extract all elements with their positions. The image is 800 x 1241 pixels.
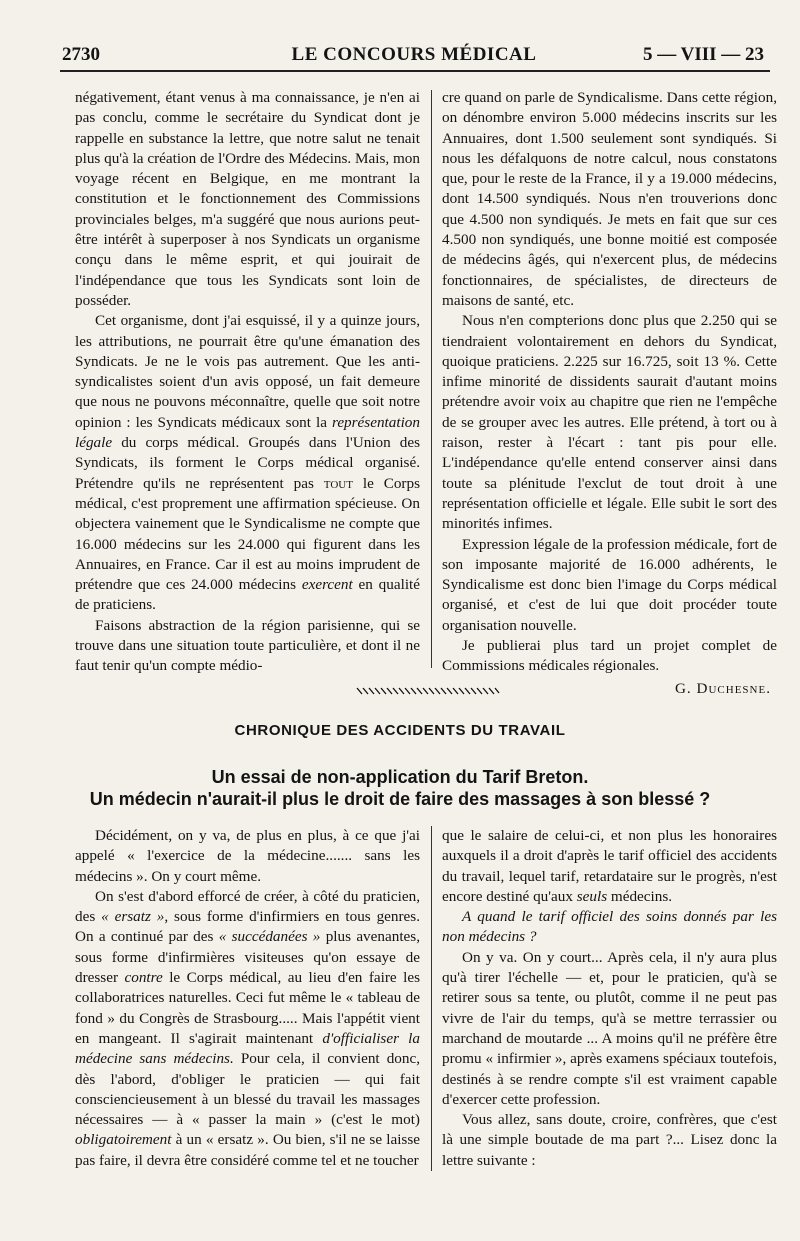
column-divider — [431, 90, 432, 668]
page-number: 2730 — [62, 44, 100, 65]
article1-right-column — [442, 88, 777, 699]
paragraph: Décidément, on y va, de plus en plus, à ce que j'ai appelé « l'exercice de la médecine....... sans les médecins ». On y court même. — [75, 827, 420, 885]
paragraph: On s'est d'abord efforcé de créer, à côté du praticien, des « ersatz », sous forme d'infirmiers en tous genres. On a continué par des « succédanées » plus avenantes, sous forme d'infirmières visiteuses qu'on essaye de dresser contre le Corps médical, au lieu d'en faire les collaboratrices naturelles. Ceci fut même le « tableau de fond » du Congrès de Strasbourg..... Mais l'appétit vient en mangeant. Il s'agirait maintenant d'officialiser la médecine sans médecins. Pour cela, il convient donc, dès l'abord, d'obliger le praticien — qui fait consciencieusement à un blessé du travail les massages nécessaires — à « passer la main » (c'est le mot) obligatoirement à un « ersatz ». Ou bien, s'il ne se laisse pas faire, il devra être considéré comme tel et ne toucher — [75, 887, 421, 1169]
paragraph: négativement, étant venus à ma connaissance, je n'en ai pas conclu, comme le secrétaire du Syndicat dont je rappelle en substance la lettre, que notre salut ne tenait plus qu'à la création de l'Ordre des Médecins. Mais, mon voyage récent en Belgique, en me montrant la constitution et le fonctionnement des Commissions provinciales belges, m'a suggéré que nous aurions peut-être intérêt à superposer à nos Syndicats un organisme conçu dans le même esprit, et qui jouirait de l'indépendance que tous les Syndicats sont loin de posséder. — [75, 89, 420, 309]
article-headline — [0, 766, 800, 810]
paragraph: Expression légale de la profession médicale, fort de son imposante majorité de 16.000 adhérents, le Syndicalisme est donc bien l'image du Corps médical organisé, et c'est de lui que doit procéder toute organisation nouvelle. — [442, 535, 777, 634]
paragraph: Nous n'en compterions donc plus que 2.250 qui se tiendraient volontairement en dehors du Syndicat, quoique praticiens. 2.225 sur 16.725, soit 13 %. Cette infime minorité de dissidents saurait d'autant moins prétendre avoir voix au chapitre que rien ne l'empêche de se grouper avec les autres. Elle prétend, à tort ou à raison, rester à l'écart : tant pis pour elle. L'indépendance qu'elle entend conserver ainsi dans toute sa plénitude l'exclut de tout droit à une représentation officielle et légale. Elle subit le sort des minorités infimes. — [442, 312, 777, 533]
paragraph: On y va. On y court... Après cela, il n'y aura plus qu'à tirer l'échelle — et, pour le praticien, qu'à se retirer sous sa tente, ou plutôt, comme il ne peut pas vivre de l'air du temps, qu'à se mettre terrassier ou marchand de moutarde ... A moins qu'il ne préfère être promu « infirmier », après examens spéciaux toutefois, destinés à se rendre compte s'il est vraiment capable d'exercer cette profession. — [442, 948, 777, 1108]
ornament-divider — [355, 687, 500, 695]
column-divider — [431, 826, 432, 1171]
paragraph: Cet organisme, dont j'ai esquissé, il y a quinze jours, les attributions, ne pourrait être qu'une émanation des Syndicats. Je ne le vois pas autrement. Que les anti-syndicalistes soient d'un avis opposé, un fait demeure que nous ne pouvons méconnaître, quelle que soit notre opinion : les Syndicats médicaux sont la représentation légale du corps médical. Groupés dans l'Union des Syndicats, ils forment le Corps médical organisé. Prétendre qu'ils ne représentent pas tout le Corps médical, c'est proprement une affirmation spécieuse. On objectera vainement que le Syndicalisme ne compte que 16.000 médecins sur les 24.000 qui figurent dans les Annuaires, en France. Car il est au moins imprudent de prétendre que ces 24.000 médecins exercent en qualité de praticiens. — [75, 312, 421, 614]
author-signature: G. Duchesne. — [674, 679, 771, 697]
header-rule — [60, 70, 770, 72]
journal-title: LE CONCOURS MÉDICAL — [291, 44, 537, 65]
running-header — [58, 44, 770, 68]
paragraph: cre quand on parle de Syndicalisme. Dans cette région, on dénombre environ 5.000 médecins inscrits sur les Annuaires, dont 1.500 seulement sont syndiqués. Si nous les défalquons de notre calcul, nous constatons que, pour le reste de la France, il y a 19.000 médecins, dont 14.500 syndiqués. Nous n'en trouverions donc que 4.500 non syndiqués. Je mets en fait que sur ces 4.500 non syndiqués, une bonne moitié est composée de médecins âgés, qui n'exercent plus, de médecins fonctionnaires, de spécialistes, de directeurs de maisons de santé, etc. — [442, 89, 777, 309]
article2-right-column — [442, 826, 777, 1171]
headline-line-2: Un médecin n'aurait-il plus le droit de faire des massages à son blessé ? — [89, 789, 711, 809]
article1-left-column — [75, 88, 420, 677]
paragraph: que le salaire de celui-ci, et non plus les honoraires auxquels il a droit d'après le tarif officiel des accidents du travail, lequel tarif, retardataire sur le progrès, n'est encore destiné qu'aux seuls médecins. — [442, 827, 777, 905]
paragraph: Faisons abstraction de la région parisienne, qui se trouve dans une situation toute particulière, et dont il ne faut tenir qu'un compte médio- — [75, 616, 420, 675]
paragraph: Vous allez, sans doute, croire, confrères, que c'est là une simple boutade de ma part ?... Lisez donc la lettre suivante : — [442, 1111, 777, 1169]
section-title: CHRONIQUE DES ACCIDENTS DU TRAVAIL — [234, 722, 566, 739]
article2-left-column — [75, 826, 420, 1171]
paragraph: Je publierai plus tard un projet complet de Commissions médicales régionales. — [442, 637, 777, 675]
paragraph: A quand le tarif officiel des soins donnés par les non médecins ? — [442, 908, 777, 946]
issue-date: 5 — VIII — 23 — [642, 44, 764, 65]
headline-line-1: Un essai de non-application du Tarif Breton. — [211, 767, 589, 787]
